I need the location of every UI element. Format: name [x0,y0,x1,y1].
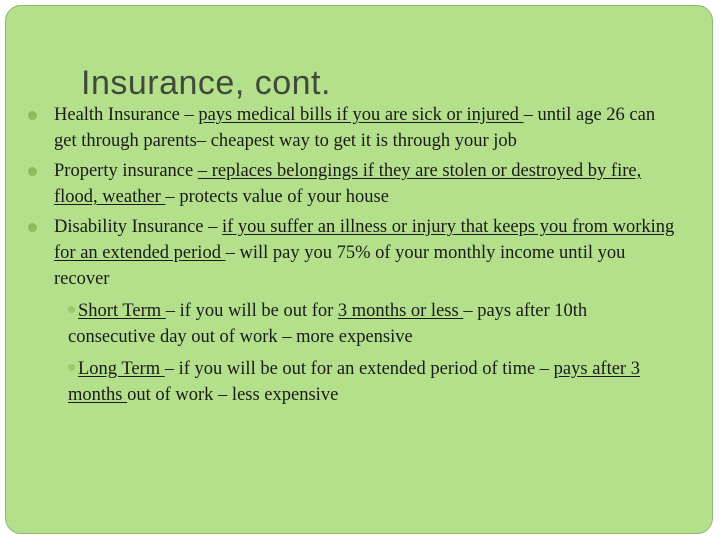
slide [5,5,713,534]
slide-title: Insurance, cont. [81,64,331,102]
subbullet-short-term [28,298,678,350]
subbullet-term: Short Term [78,301,166,321]
bullet-dot-icon [28,111,37,120]
bullet-dot-icon [28,167,37,176]
bullet-list [28,102,678,414]
subbullet-dot-icon [68,364,75,371]
bullet-rest: – until age 26 can get through parents– cheapest way to get it is through your job [54,105,656,151]
subbullet-term: Long Term [78,359,165,379]
bullet-dot-icon [28,223,37,232]
bullet-disability-insurance [28,214,678,292]
bullet-lead: Disability Insurance – [54,217,222,237]
bullet-lead: Property insurance [54,161,198,181]
subbullet-rest: – pays after 10th consecutive day out of work – more expensive [68,301,588,347]
bullet-rest: – protects value of your house [165,187,389,207]
bullet-underlined: if you suffer an illness or injury that keeps you from working for an extended period [54,217,675,263]
subbullet-mid: – if you will be out for an extended period of time – [164,359,554,379]
subbullet-dot-icon [68,306,75,313]
bullet-rest: – will pay you 75% of your monthly income until you recover [54,243,626,289]
subbullet-rest: out of work – less expensive [127,385,339,405]
bullet-underlined: – replaces belongings if they are stolen or destroyed by fire, flood, weather [54,161,642,207]
bullet-health-insurance [28,102,678,154]
bullet-underlined: pays medical bills if you are sick or injured [198,105,524,125]
bullet-property-insurance [28,158,678,210]
subbullet-long-term [28,356,678,408]
subbullet-underlined: 3 months or less [337,301,464,321]
subbullet-mid: – if you will be out for [165,301,338,321]
subbullet-underlined: pays after 3 months [68,359,640,405]
bullet-lead: Health Insurance – [54,105,199,125]
